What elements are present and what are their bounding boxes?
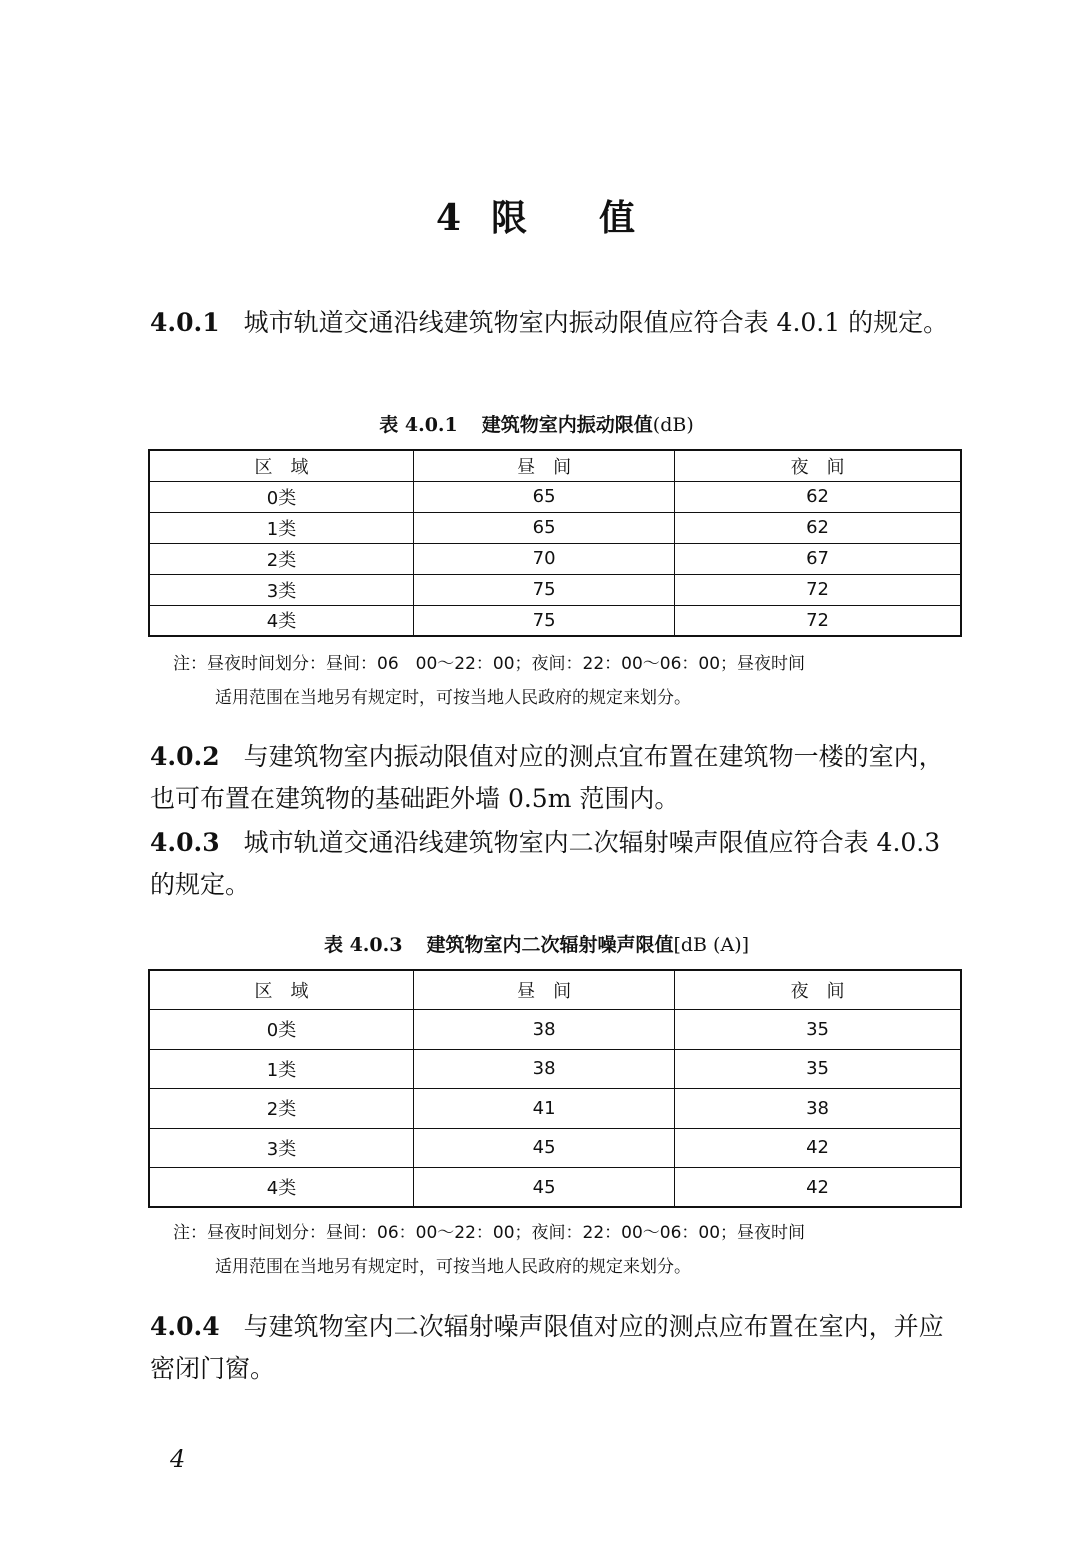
table-cell: 42 [675, 1128, 961, 1168]
note-line: 注：昼夜时间划分：昼间：06 00～22：00；夜间：22：00～06：00；昼夜时间 [173, 654, 806, 674]
table-row [149, 1128, 961, 1168]
table-cell: 35 [675, 1049, 961, 1089]
table-title: 建筑物室内二次辐射噪声限值 [426, 934, 674, 956]
table-row [149, 450, 961, 481]
table-row [149, 574, 961, 605]
table-row [149, 543, 961, 574]
table-cell: 70 [414, 543, 675, 574]
noise-limits-table [148, 969, 962, 1208]
table-cell: 4类 [149, 605, 414, 636]
table-cell: 35 [675, 1010, 961, 1050]
clause-number: 4.0.1 [150, 308, 220, 337]
chapter-number: 4 [435, 197, 464, 239]
table-cell: 38 [675, 1089, 961, 1129]
table-cell: 0类 [149, 1010, 414, 1050]
clause-4-0-1 [150, 302, 965, 344]
table-unit: (dB) [652, 414, 694, 436]
table-cell: 2类 [149, 543, 414, 574]
table-cell: 1类 [149, 1049, 414, 1089]
table-cell: 42 [675, 1168, 961, 1208]
table-cell: 65 [414, 512, 675, 543]
table-cell: 41 [414, 1089, 675, 1129]
clause-4-0-2 [150, 736, 965, 820]
clause-text: 城市轨道交通沿线建筑物室内二次辐射噪声限值应符合表 4.0.3 的规定。 [150, 828, 941, 899]
table-number: 表 4.0.1 [379, 414, 458, 436]
table-number: 表 4.0.3 [323, 934, 403, 956]
table-cell: 62 [675, 481, 961, 512]
table-unit: [dB (A)] [673, 934, 750, 956]
table-cell: 62 [675, 512, 961, 543]
clause-number: 4.0.4 [150, 1312, 220, 1341]
table-cell: 45 [414, 1128, 675, 1168]
table-row [149, 1168, 961, 1208]
table-cell: 65 [414, 481, 675, 512]
chapter-title-char: 限 [491, 197, 530, 239]
table-cell: 75 [414, 574, 675, 605]
table-row [149, 1010, 961, 1050]
clause-text: 城市轨道交通沿线建筑物室内振动限值应符合表 4.0.1 的规定。 [243, 308, 949, 337]
clause-number: 4.0.3 [150, 828, 220, 857]
table-cell: 4类 [149, 1168, 414, 1208]
table-title: 建筑物室内振动限值 [481, 414, 653, 436]
table-cell: 3类 [149, 574, 414, 605]
table-cell: 区 域 [149, 450, 414, 481]
note-line: 适用范围在当地另有规定时，可按当地人民政府的规定来划分。 [215, 1257, 691, 1277]
table-row [149, 970, 961, 1010]
vibration-limits-table [148, 449, 962, 637]
table-cell: 区 域 [149, 970, 414, 1010]
table-cell: 昼 间 [414, 450, 675, 481]
note-line: 适用范围在当地另有规定时，可按当地人民政府的规定来划分。 [215, 688, 691, 708]
table-cell: 72 [675, 605, 961, 636]
table-cell: 2类 [149, 1089, 414, 1129]
table-cell: 夜 间 [675, 970, 961, 1010]
chapter-title [0, 190, 1073, 241]
chapter-title-char: 值 [599, 197, 638, 239]
clause-text: 与建筑物室内振动限值对应的测点宜布置在建筑物一楼的室内，也可布置在建筑物的基础距外墙 0.5m 范围内。 [150, 742, 944, 813]
table-cell: 38 [414, 1049, 675, 1089]
table2-note [173, 1216, 968, 1284]
clause-4-0-4 [150, 1306, 965, 1390]
table-cell: 67 [675, 543, 961, 574]
table-cell: 1类 [149, 512, 414, 543]
table-cell: 72 [675, 574, 961, 605]
table-cell: 45 [414, 1168, 675, 1208]
clause-text: 与建筑物室内二次辐射噪声限值对应的测点应布置在室内，并应密闭门窗。 [150, 1312, 944, 1383]
table2-caption [0, 930, 1073, 957]
table-row [149, 512, 961, 543]
table1-caption [0, 410, 1073, 437]
note-line: 注：昼夜时间划分：昼间：06：00～22：00；夜间：22：00～06：00；昼夜时间 [173, 1223, 806, 1243]
table-row [149, 1089, 961, 1129]
clause-number: 4.0.2 [150, 742, 220, 771]
table-cell: 夜 间 [675, 450, 961, 481]
clause-4-0-3 [150, 822, 965, 906]
table-row [149, 605, 961, 636]
table-cell: 38 [414, 1010, 675, 1050]
table-cell: 75 [414, 605, 675, 636]
page-number: 4 [170, 1445, 186, 1473]
table-cell: 昼 间 [414, 970, 675, 1010]
table-row [149, 1049, 961, 1089]
table1-note [173, 647, 968, 715]
table-cell: 0类 [149, 481, 414, 512]
table-cell: 3类 [149, 1128, 414, 1168]
table-row [149, 481, 961, 512]
